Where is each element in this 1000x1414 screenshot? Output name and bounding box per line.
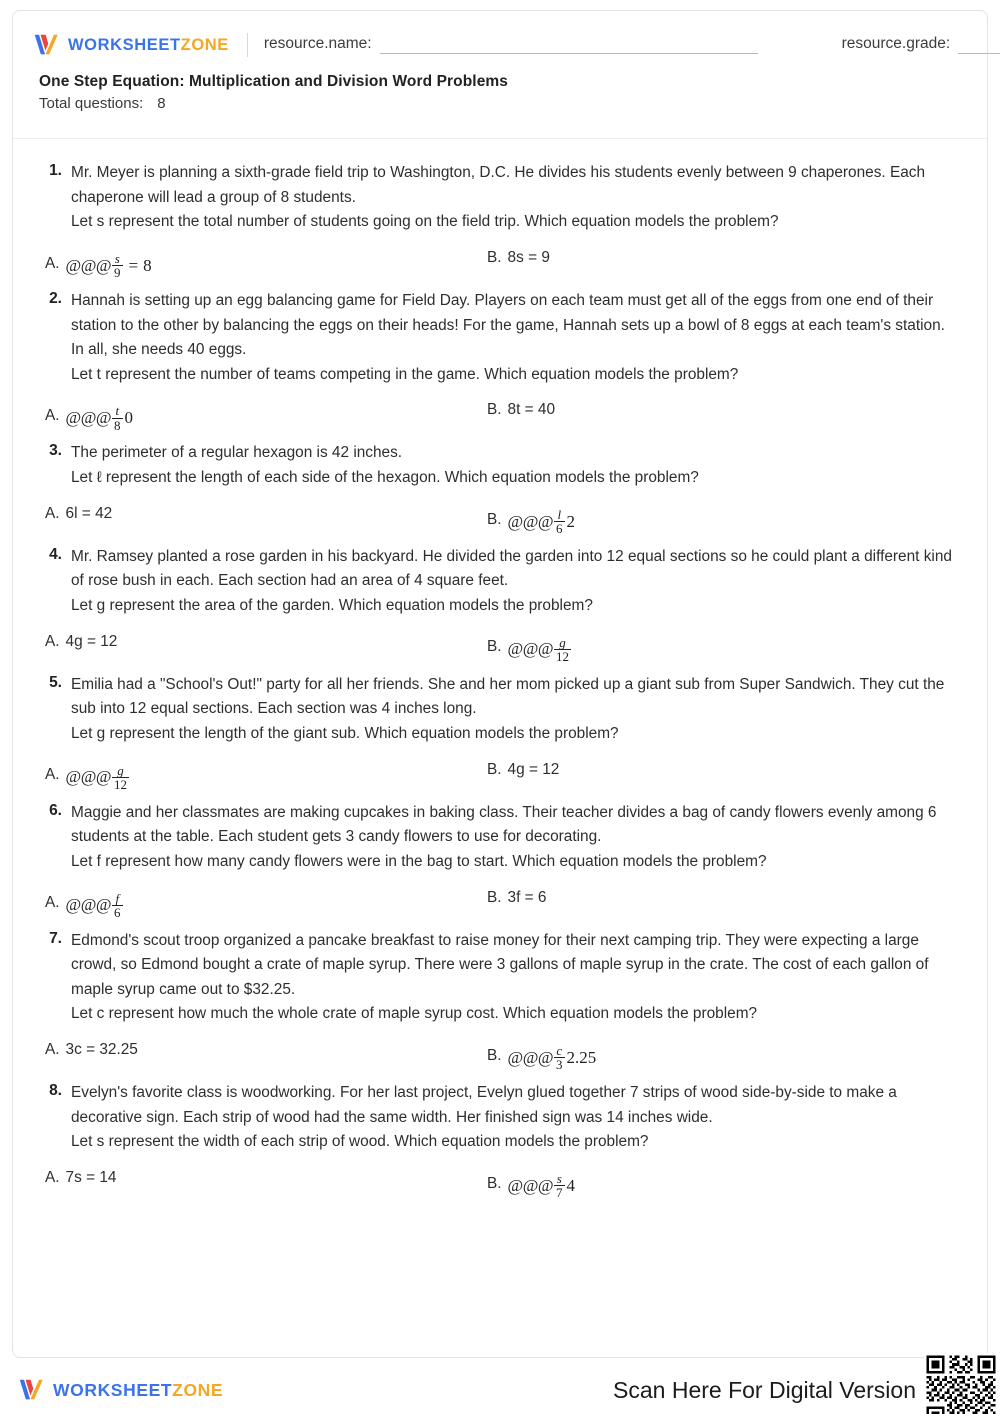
answer-option-letter: A. — [45, 1041, 60, 1059]
answer-option-letter: A. — [45, 254, 60, 272]
worksheet-header — [13, 11, 987, 139]
answer-option-equation — [66, 252, 152, 280]
resource-grade-field[interactable] — [842, 36, 1000, 54]
brand-name-zone: ZONE — [180, 35, 229, 54]
fraction — [112, 764, 129, 792]
question-number: 7. — [49, 929, 62, 947]
question-number: 3. — [49, 442, 62, 460]
answer-option-equation — [66, 404, 133, 432]
resource-grade-input-line[interactable] — [958, 39, 1000, 54]
answer-options — [41, 633, 959, 667]
question-text — [71, 673, 959, 747]
answer-option-equation: 4g = 12 — [65, 632, 118, 650]
at-prefix: @@@ — [65, 767, 112, 787]
resource-name-label: resource.name: — [263, 35, 372, 53]
answer-option[interactable] — [45, 889, 487, 923]
answer-option[interactable] — [45, 401, 487, 435]
question-line: Hannah is setting up an egg balancing game for Field Day. Players on each team must get all of the eggs from one end of their station to the other by balancing the eggs on their heads! For the game, Hannah sets up a bowl of 8 eggs at each team's station. In all, she needs 40 eggs. — [71, 291, 945, 359]
equation-tail: 0 — [124, 408, 134, 428]
fraction — [554, 1172, 565, 1200]
answer-options — [41, 401, 959, 435]
answer-option-letter: A. — [45, 407, 60, 425]
answer-option-equation: 3c = 32.25 — [65, 1041, 138, 1059]
question-text — [71, 441, 959, 490]
answer-option-letter: B. — [487, 1046, 502, 1064]
answer-options — [41, 249, 959, 283]
answer-option[interactable] — [487, 249, 959, 283]
question-line: Let ℓ represent the length of each side of the hexagon. Which equation models the problem? — [71, 469, 699, 487]
answer-option[interactable] — [487, 633, 959, 667]
answer-option-equation — [508, 1044, 597, 1072]
answer-option-equation: 3f = 6 — [507, 888, 547, 906]
at-prefix: @@@ — [507, 639, 554, 659]
brand-logo-text — [68, 36, 229, 55]
fraction-denominator: 6 — [556, 521, 563, 537]
answer-option[interactable] — [45, 1041, 487, 1075]
equation-tail: 2 — [566, 511, 576, 531]
fraction-numerator: g — [117, 762, 124, 778]
fraction-numerator: f — [115, 890, 120, 906]
fraction — [112, 404, 123, 432]
answer-option-letter: B. — [487, 888, 502, 906]
question-line: Mr. Ramsey planted a rose garden in his backyard. He divided the garden into 12 equal sections so he could plant a different kind of rose bush in each. Each section had an area of 4 square feet. — [71, 547, 952, 590]
answer-option[interactable] — [487, 1041, 959, 1075]
question-text — [71, 1081, 959, 1155]
question-text — [71, 801, 959, 875]
worksheet-footer — [0, 1366, 1000, 1414]
question-text — [71, 161, 959, 235]
answer-option-equation — [66, 892, 124, 920]
total-questions-count: 8 — [157, 95, 166, 112]
question-item — [41, 1081, 959, 1155]
fraction-numerator: l — [557, 506, 562, 522]
at-prefix: @@@ — [65, 255, 112, 275]
answer-option[interactable] — [487, 401, 959, 435]
answer-option-letter: A. — [45, 894, 60, 912]
fraction-denominator: 7 — [556, 1185, 563, 1201]
fraction — [554, 508, 565, 536]
at-prefix: @@@ — [507, 511, 554, 531]
answer-option[interactable] — [45, 505, 487, 539]
answer-option[interactable] — [487, 1169, 959, 1203]
fraction-denominator: 9 — [114, 265, 121, 281]
equation-tail: 4 — [566, 1175, 576, 1195]
fraction-numerator: s — [114, 250, 120, 266]
answer-option-equation — [508, 508, 575, 536]
brand-logo[interactable] — [31, 30, 229, 60]
worksheetzone-v-logo-icon — [31, 30, 61, 60]
question-line: Let c represent how much the whole crate of maple syrup cost. Which equation models the problem? — [71, 1005, 758, 1023]
resource-grade-label: resource.grade: — [841, 35, 951, 53]
answer-option-equation — [66, 764, 130, 792]
answer-option-letter: A. — [45, 504, 60, 522]
worksheet-card — [12, 10, 988, 1358]
fraction — [112, 892, 123, 920]
question-item — [41, 673, 959, 747]
equation-relation: = — [128, 255, 139, 275]
question-item — [41, 929, 959, 1028]
answer-option[interactable] — [487, 761, 959, 795]
fraction — [554, 636, 571, 664]
answer-option-letter: B. — [487, 510, 502, 528]
answer-option-letter: B. — [487, 401, 502, 419]
question-number: 5. — [49, 673, 62, 691]
resource-name-field[interactable] — [264, 36, 758, 54]
fraction-numerator: t — [115, 403, 120, 419]
worksheet-title-block — [13, 63, 987, 112]
answer-option[interactable] — [487, 889, 959, 923]
answer-option[interactable] — [45, 761, 487, 795]
question-line: Edmond's scout troop organized a pancake breakfast to raise money for their next camping trip. They were expecting a large crowd, so Edmond bought a crate of maple syrup. There were 3 gallons of maple syrup in the crate. The cost of each gallon of maple syrup came out to $32.25. — [71, 931, 929, 998]
answer-option-letter: A. — [45, 766, 60, 784]
fraction-denominator: 8 — [114, 417, 121, 433]
question-item — [41, 545, 959, 619]
fraction-denominator: 6 — [114, 904, 121, 920]
answer-option-equation: 6l = 42 — [65, 504, 113, 522]
resource-name-input-line[interactable] — [380, 39, 758, 54]
qr-code-icon[interactable] — [924, 1353, 998, 1414]
question-number: 8. — [49, 1082, 62, 1100]
questions-list — [13, 139, 987, 1203]
question-number: 4. — [49, 545, 62, 563]
fraction — [112, 252, 123, 280]
question-line: Let g represent the length of the giant sub. Which equation models the problem? — [71, 724, 619, 742]
header-top-row — [13, 11, 987, 63]
footer-brand-name-zone: ZONE — [172, 1379, 224, 1400]
question-text — [71, 929, 959, 1028]
answer-option-letter: A. — [45, 632, 60, 650]
worksheetzone-v-logo-icon — [16, 1375, 46, 1405]
answer-option-letter: B. — [487, 638, 502, 656]
answer-options — [41, 505, 959, 539]
fraction-numerator: c — [556, 1043, 563, 1059]
scan-prompt-text: Scan Here For Digital Version — [613, 1376, 916, 1403]
question-line: Let t represent the number of teams competing in the game. Which equation models the problem? — [71, 365, 739, 383]
answer-option-letter: B. — [487, 248, 502, 266]
brand-name-worksheet: WORKSHEET — [68, 35, 181, 54]
at-prefix: @@@ — [65, 895, 112, 915]
answer-option-letter: A. — [45, 1169, 60, 1187]
question-line: The perimeter of a regular hexagon is 42 inches. — [71, 444, 403, 462]
question-text — [71, 545, 959, 619]
answer-options — [41, 761, 959, 795]
answer-option-equation: 8t = 40 — [507, 401, 556, 419]
fraction-denominator: 12 — [114, 776, 128, 792]
question-line: Let s represent the width of each strip of wood. Which equation models the problem? — [71, 1133, 649, 1151]
footer-brand-logo-text — [53, 1380, 223, 1401]
question-text — [71, 289, 959, 388]
question-item — [41, 801, 959, 875]
answer-option-equation: 4g = 12 — [507, 760, 560, 778]
answer-option-equation: 8s = 9 — [507, 248, 550, 266]
total-questions — [39, 95, 987, 112]
answer-options — [41, 889, 959, 923]
question-item — [41, 161, 959, 235]
question-line: Maggie and her classmates are making cupcakes in baking class. Their teacher divides a bag of candy flowers evenly among 6 students at the table. Each student gets 3 candy flowers to use for decorating. — [71, 803, 937, 846]
header-divider — [247, 33, 248, 57]
worksheet-title: One Step Equation: Multiplication and Division Word Problems — [39, 73, 509, 90]
answer-options — [41, 1169, 959, 1203]
question-item — [41, 289, 959, 388]
answer-option[interactable] — [487, 505, 959, 539]
answer-option[interactable] — [45, 249, 487, 283]
question-line: Emilia had a "School's Out!" party for all her friends. She and her mom picked up a giant sub from Super Sandwich. They cut the sub into 12 equal sections. Each section was 4 inches long. — [71, 675, 945, 718]
at-prefix: @@@ — [65, 408, 112, 428]
at-prefix: @@@ — [507, 1047, 554, 1067]
equation-tail: 2.25 — [566, 1047, 597, 1067]
answer-option[interactable] — [45, 1169, 487, 1203]
answer-option-equation — [508, 1172, 575, 1200]
footer-brand-name-worksheet: WORKSHEET — [53, 1379, 173, 1400]
fraction-denominator: 3 — [556, 1057, 563, 1073]
question-item — [41, 441, 959, 490]
question-number: 2. — [49, 289, 62, 307]
fraction-numerator: g — [559, 634, 566, 650]
footer-brand-logo[interactable] — [16, 1375, 223, 1405]
total-questions-label: Total questions: — [39, 95, 144, 112]
equation-right-side: 8 — [143, 255, 152, 275]
answer-option-letter: B. — [487, 1174, 502, 1192]
question-number: 6. — [49, 801, 62, 819]
answer-option[interactable] — [45, 633, 487, 667]
fraction-denominator: 12 — [556, 648, 570, 664]
question-line: Let s represent the total number of students going on the field trip. Which equation models the problem? — [71, 213, 779, 231]
fraction — [554, 1044, 565, 1072]
answer-option-equation — [508, 636, 572, 664]
question-line: Let f represent how many candy flowers were in the bag to start. Which equation models the problem? — [71, 852, 767, 870]
question-line: Let g represent the area of the garden. Which equation models the problem? — [71, 597, 593, 615]
question-number: 1. — [49, 162, 62, 179]
answer-option-equation: 7s = 14 — [65, 1169, 117, 1187]
answer-options — [41, 1041, 959, 1075]
question-line: Evelyn's favorite class is woodworking. For her last project, Evelyn glued together 7 strips of wood side-by-side to make a decorative sign. Each strip of wood had the same width. Her finished sign was 14 inches wide. — [71, 1084, 897, 1126]
fraction-numerator: s — [556, 1171, 562, 1187]
answer-option-letter: B. — [487, 760, 502, 778]
at-prefix: @@@ — [507, 1175, 554, 1195]
question-line: Mr. Meyer is planning a sixth-grade field trip to Washington, D.C. He divides his students evenly between 9 chaperones. Each chaperone will lead a group of 8 students. — [71, 164, 926, 206]
